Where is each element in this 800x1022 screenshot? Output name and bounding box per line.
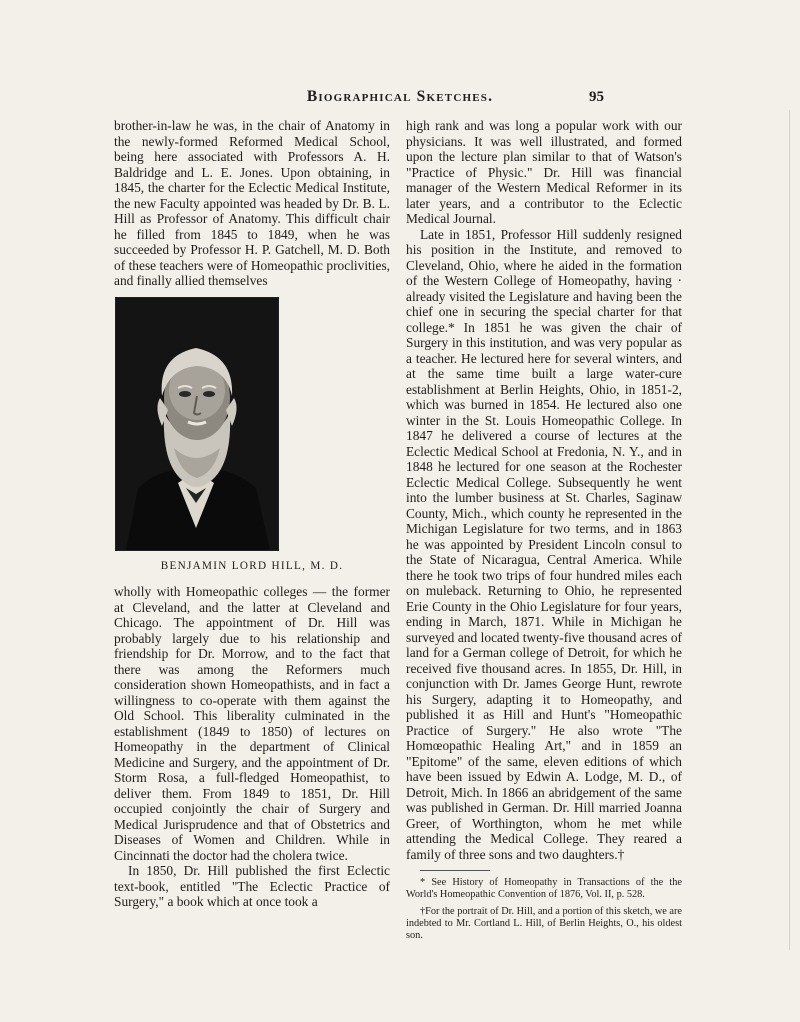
left-paragraph-3: In 1850, Dr. Hill published the first Eclectic text-book, entitled "The Eclectic Practice of Surgery," a book which at once took a xyxy=(114,863,390,909)
right-paragraph-1: high rank and was long a popular work with our physicians. It was well illustrated, and formed upon the lecture plan similar to that of Watson's "Practice of Physic." Dr. Hill was financial manager of the Western Medical Reformer in its later years, and a contributor to the Eclectic Medical Journal. xyxy=(406,118,682,226)
footnote-1: * See History of Homeopathy in Transactions of the the World's Homeopathic Convention of 1876, Vol. II, p. 528. xyxy=(406,877,682,900)
scan-edge-line xyxy=(789,110,790,950)
footnote-2: †For the portrait of Dr. Hill, and a portion of this sketch, we are indebted to Mr. Cortland L. Hill, of Berlin Heights, O., his oldest son. xyxy=(406,906,682,941)
running-title: Biographical Sketches. xyxy=(306,88,494,105)
left-column xyxy=(114,118,390,910)
footnotes xyxy=(406,870,682,942)
footnote-rule xyxy=(420,870,490,871)
portrait-illustration xyxy=(116,298,278,550)
right-paragraph-2: Late in 1851, Professor Hill suddenly resigned his position in the Institute, and removed to Cleveland, Ohio, where he aided in the formation of the Western College of Homeopathy, having · already visited the Legislature and having been the chief one in securing the special charter for that college.* In 1851 he was given the chair of Surgery in this institution, and was very popular as a teacher. He lectured here for several winters, and at the same time built a large water-cure establishment at Berlin Heights, Ohio, in 1851-2, which was burned in 1854. He lectured also one winter in the St. Louis Homeopathic College. In 1847 he delivered a course of lectures at the Eclectic Medical School at Fredonia, N. Y., and in 1848 he lectured for one season at the Rochester Eclectic Medical College. Subsequently he went into the lumber business at St. Charles, Saginaw County, Mich., which county he represented in the Michigan Legislature for two terms, and in 1863 he was appointed by President Lincoln consul to the State of Nicaragua, Central America. While there he took two trips of four hundred miles each on muleback. Returning to Ohio, he represented Erie County in the Ohio Legislature for four years, ending in March, 1871. While in Michigan he surveyed and located twenty-five thousand acres of land for a German college of Detroit, for which he received five thousand acres. In 1855, Dr. Hill, in conjunction with Dr. James George Hunt, rewrote his Surgery, adapting it to Homeopathy, and published it as Hill and Hunt's "Homeopathic Practice of Surgery." He also wrote "The Homœopathic Healing Art," and in 1859 an "Epitome" of the same, eleven editions of which have been issued by Edwin A. Lodge, M. D., of Detroit, Mich. In 1866 an abridgement of the same was published in German. Dr. Hill married Joanna Greer, of Worthington, whom he met while attending the Medical College. They reared a family of three sons and two daughters.† xyxy=(406,226,682,862)
portrait-caption: BENJAMIN LORD HILL, M. D. xyxy=(160,559,344,572)
right-column xyxy=(406,118,682,947)
left-paragraph-2: wholly with Homeopathic colleges — the former at Cleveland, and the latter at Cleveland and Chicago. The appointment of Dr. Hill was probably largely due to his relationship and friendship for Dr. Morrow, and to the fact that there was among the Reformers much consideration shown Homeopathists, and in fact a willingness to co-operate with them against the Old School. This liberality culminated in the establishment (1849 to 1850) of lectures on Homeopathy in the department of Clinical Medicine and Surgery, and the appointment of Dr. Storm Rosa, a full-fledged Homeopathist, to deliver them. From 1849 to 1851, Dr. Hill occupied conjointly the chair of Surgery and Medical Jurisprudence and that of Obstetrics and Diseases of Women and Children. While in Cincinnati the doctor had the cholera twice. xyxy=(114,584,390,863)
portrait-photo xyxy=(115,297,279,551)
page-number: 95 xyxy=(589,89,604,105)
left-paragraph-1: brother-in-law he was, in the chair of Anatomy in the newly-formed Reformed Medical School, being here associated with Professors A. H. Baldridge and L. E. Jones. Upon obtaining, in 1845, the charter for the Eclectic Medical Institute, the new Faculty appointed was headed by Dr. B. L. Hill as Professor of Anatomy. This difficult chair he filled from 1845 to 1849, when he was succeeded by Professor H. P. Gatchell, M. D. Both of these teachers were of Homeopathic proclivities, and finally allied themselves xyxy=(114,118,390,288)
page-header xyxy=(0,88,800,112)
